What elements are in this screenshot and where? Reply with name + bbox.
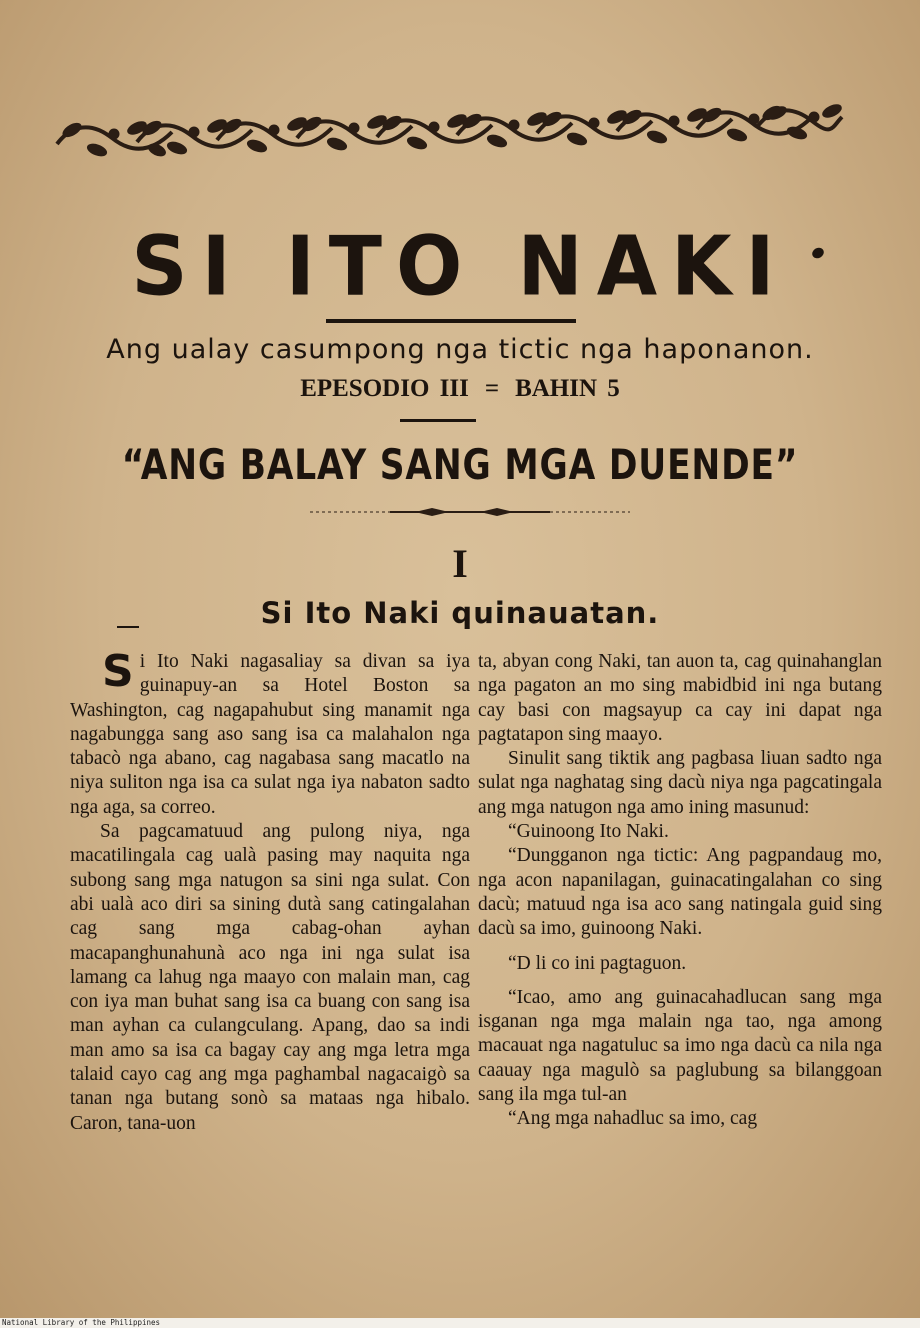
- episode-number: EPESODIO III: [300, 375, 469, 402]
- drop-cap: S: [102, 646, 134, 697]
- paragraph: “Dungganon nga tictic: Ang pagpandaug mo, nga acon napanilagan, guinacatingalahan co sing dacù; matuud nga isa aco sang natingala guid sing dacù sa imo, guinoong Naki.: [478, 845, 882, 940]
- paragraph: “D li co ini pagtaguon.: [508, 952, 687, 974]
- title-underline: [326, 319, 576, 323]
- ornamental-divider: [310, 502, 630, 522]
- episode-separator: =: [484, 375, 500, 402]
- text-column-right: [478, 650, 882, 1132]
- margin-dash: [117, 626, 139, 628]
- story-subtitle: Ang ualay casumpong nga tictic nga haponanon.: [106, 334, 814, 365]
- page-title: SI ITO NAKI: [131, 219, 789, 315]
- paragraph: Sa pagcamatuud ang pulong niya, nga macatilingala cag ualà pasing may naquita nga subong sang mga natugon sa sini nga sulat. Con abi ualà aco diri sa sining dutà sang catingalahan cag sang mga cabag-ohan ayhan macapanghunahunà aco nga ini nga sulat isa lamang ca lahug nga maayo con malain man, cag con iya man buhat sang isa ca buang con sang isa man ayhan ca culangculang. Apang, dao sa indi man amo sa isa ca bagay cay ang mga letra mga talaid cayo cag ang mga paghambal nagacaigò sa tanan nga butang sonò sa mataas nga hibalo. Caron, tana-uon: [70, 821, 470, 1134]
- paragraph: Si Ito Naki nagasaliay sa divan sa iya guinapuy-an sa Hotel Boston sa Washington, cag nagapahubut sing manamit nga nagabungga sang aso sang isa ca malahalon nga tabacò nga abano, cag nagabasa sang macatlo na niya suliton nga isa ca sulat nga iya nabaton sadto nga aga, sa correo.: [70, 646, 470, 818]
- paragraph: Sinulit sang tiktik ang pagbasa liuan sadto nga sulat nga naghatag sing dacù niya nga pagcatingala ang mga natugon nga amo ining masunud:: [478, 748, 882, 818]
- source-credit: National Library of the Philippines: [2, 1318, 161, 1327]
- episode-part: BAHIN 5: [515, 375, 620, 402]
- episode-underline: [400, 419, 476, 422]
- episode-line: [0, 375, 920, 403]
- paragraph: “Ang mga nahadluc sa imo, cag: [508, 1108, 758, 1130]
- section-number: I: [452, 541, 468, 586]
- text-column-left: [70, 646, 470, 1136]
- section-title: Si Ito Naki quinauatan.: [260, 596, 660, 630]
- floral-border-ornament: [52, 98, 847, 168]
- chapter-title: “ANG BALAY SANG MGA DUENDE”: [121, 440, 799, 489]
- paragraph: ta, abyan cong Naki, tan auon ta, cag quinahanglan nga pagaton an mo sing mabidbid ini nga butang cay basi con magsayup ca cay ini dapat nga pagtatapon sing maayo.: [478, 651, 882, 745]
- paragraph: “Icao, amo ang guinacahadlucan sang mga isganan nga mga malain nga tao, nga among macauat nga nagatuluc sa imo nga dacù ca nila nga caauay nga magulò sa paglubung sa bilanggoan sang ila mga tul-an: [478, 986, 882, 1106]
- paragraph: “Guinoong Ito Naki.: [508, 821, 669, 843]
